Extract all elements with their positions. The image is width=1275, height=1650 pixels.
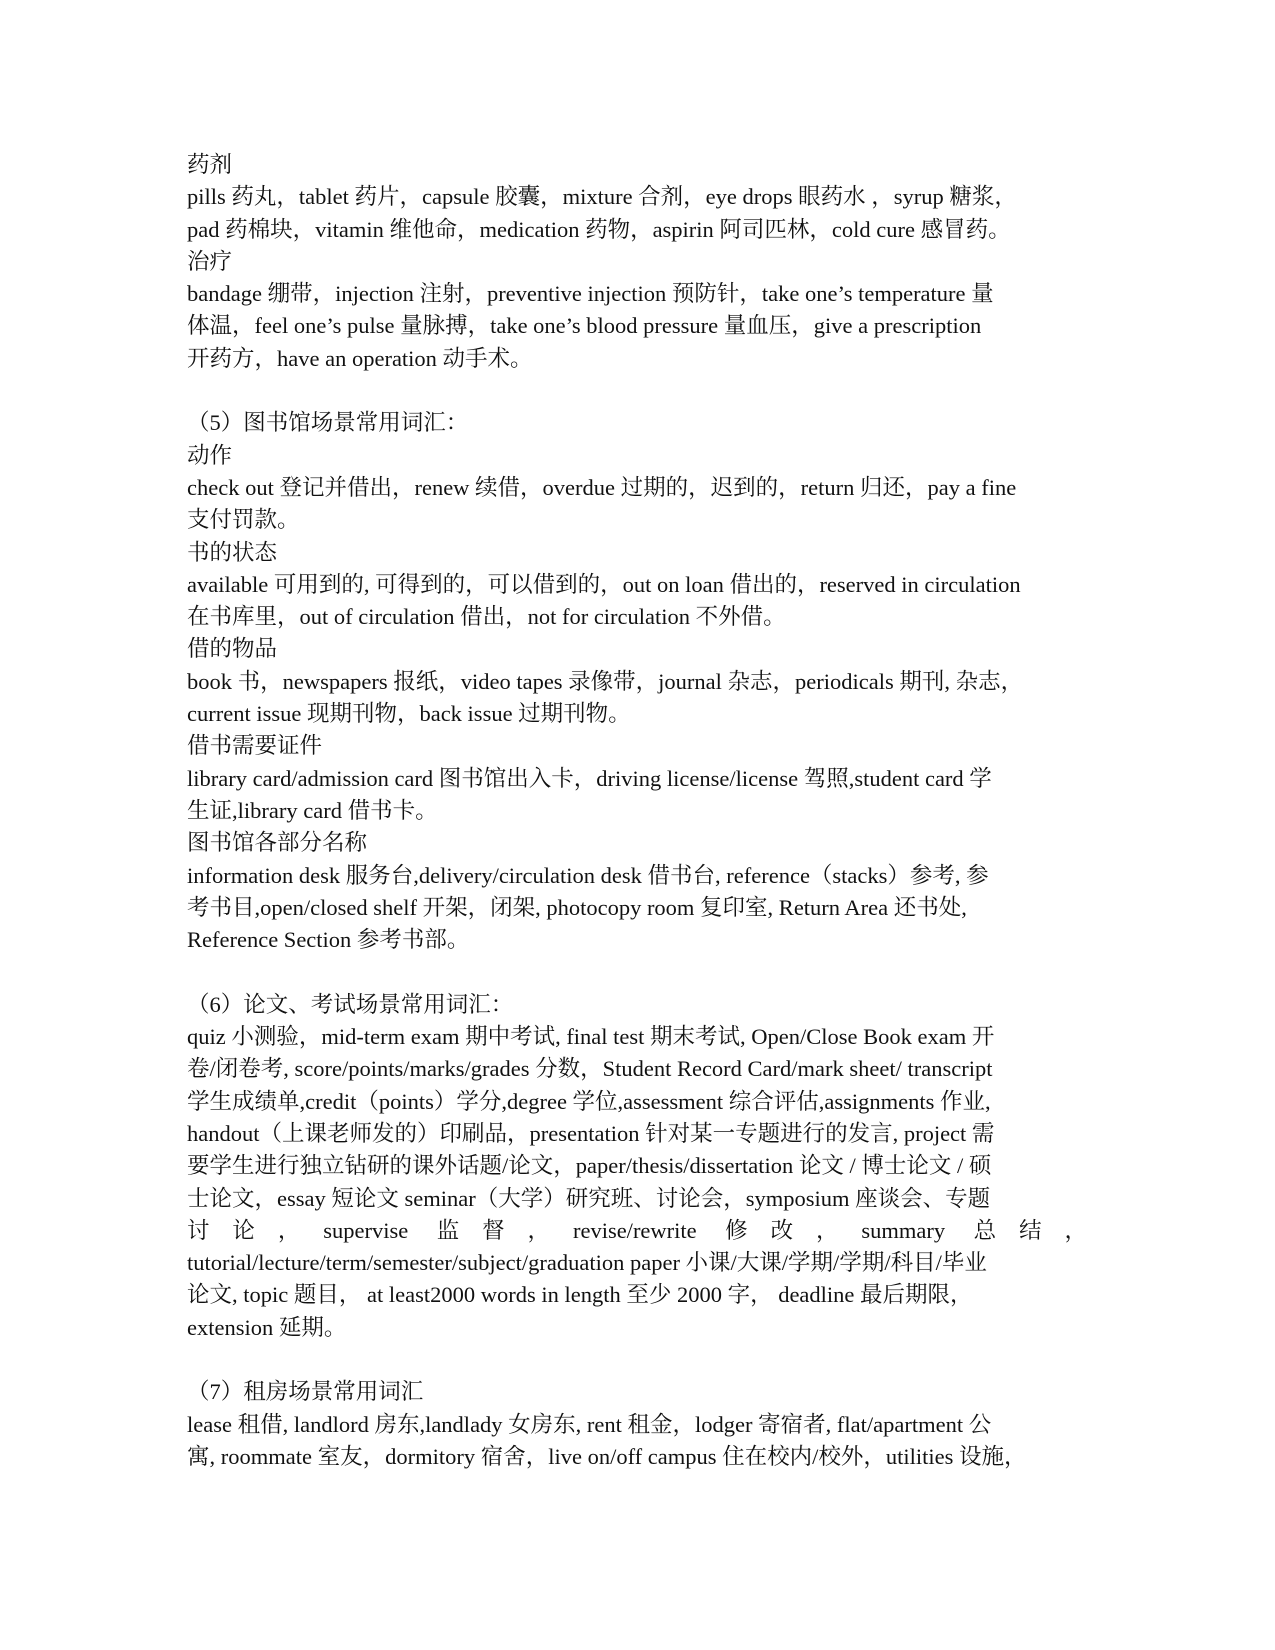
section-title-library: （5）图书馆场景常用词汇： — [187, 410, 469, 436]
text-line: information desk 服务台,delivery/circulation desk 借书台, reference（stacks）参考, 参 — [187, 862, 989, 888]
text-line: pad 药棉块，vitamin 维他命，medication 药物，aspirin 阿司匹林，cold cure 感冒药。 — [187, 216, 1011, 242]
text-line: 寓, roommate 室友，dormitory 宿舍，live on/off campus 住在校内/校外，utilities 设施， — [187, 1443, 1027, 1469]
text-line: library card/admission card 图书馆出入卡，driving license/license 驾照,student card 学 — [187, 765, 992, 791]
text-line: bandage 绷带，injection 注射，preventive injection 预防针，take one’s temperature 量 — [187, 281, 994, 307]
text-line: pills 药丸，tablet 药片，capsule 胶囊，mixture 合剂，eye drops 眼药水 ，syrup 糖浆， — [187, 184, 1017, 210]
text-line: current issue 现期刊物，back issue 过期刊物。 — [187, 701, 631, 727]
text-line: available 可用到的, 可得到的，可以借到的，out on loan 借出的，reserved in circulation — [187, 571, 1021, 597]
text-line: check out 登记并借出，renew 续借，overdue 过期的，迟到的，return 归还，pay a fine — [187, 474, 1017, 500]
section-heading-medicine: 药剂 — [187, 152, 233, 177]
text-line: 体温，feel one’s pulse 量脉搏，take one’s blood pressure 量血压，give a prescription — [187, 313, 982, 339]
subheading-items: 借的物品 — [187, 636, 278, 662]
paragraph-gap — [187, 1344, 1087, 1376]
text-line: 要学生进行独立钻研的课外话题/论文，paper/thesis/dissertation 论文 / 博士论文 / 硕 — [187, 1153, 992, 1179]
subheading-documents: 借书需要证件 — [187, 733, 323, 759]
text-line: lease 租借, landlord 房东,landlady 女房东, rent 租金，lodger 寄宿者, flat/apartment 公 — [187, 1411, 992, 1437]
text-line: quiz 小测验，mid-term exam 期中考试, final test 期末考试, Open/Close Book exam 开 — [187, 1024, 995, 1050]
paragraph-gap — [187, 956, 1087, 988]
subheading-book-status: 书的状态 — [187, 539, 278, 565]
text-line: 考书目,open/closed shelf 开架，闭架, photocopy room 复印室, Return Area 还书处, — [187, 894, 967, 920]
text-line: 支付罚款。 — [187, 507, 300, 533]
section-heading-treatment: 治疗 — [187, 248, 233, 274]
section-title-exam: （6）论文、考试场景常用词汇： — [187, 991, 514, 1017]
text-line: 卷/闭卷考, score/points/marks/grades 分数，Student Record Card/mark sheet/ transcript — [187, 1056, 993, 1082]
text-line: handout（上课老师发的）印刷品，presentation 针对某一专题进行的发言, project 需 — [187, 1120, 995, 1146]
text-line: 开药方，have an operation 动手术。 — [187, 345, 533, 371]
text-line-justified: 讨论，supervise 监督，revise/rewrite 修改，summary 总结， — [187, 1217, 1087, 1243]
document-body — [187, 149, 1087, 1473]
text-line: tutorial/lecture/term/semester/subject/graduation paper 小课/大课/学期/学期/科目/毕业 — [187, 1250, 987, 1276]
text-line: 士论文，essay 短论文 seminar（大学）研究班、讨论会，symposium 座谈会、专题 — [187, 1185, 991, 1211]
text-line: Reference Section 参考书部。 — [187, 927, 470, 953]
text-line: 学生成绩单,credit（points）学分,degree 学位,assessment 综合评估,assignments 作业, — [187, 1088, 991, 1114]
text-line: extension 延期。 — [187, 1314, 347, 1340]
text-line: 生证,library card 借书卡。 — [187, 797, 438, 823]
text-line: 论文, topic 题目， at least2000 words in length 至少 2000 字， deadline 最后期限， — [187, 1282, 973, 1308]
subheading-actions: 动作 — [187, 442, 233, 468]
text-line: 在书库里，out of circulation 借出，not for circulation 不外借。 — [187, 604, 786, 630]
section-title-renting: （7）租房场景常用词汇 — [187, 1379, 424, 1405]
paragraph-gap — [187, 375, 1087, 407]
text-line: book 书，newspapers 报纸，video tapes 录像带，journal 杂志，periodicals 期刊, 杂志， — [187, 668, 1024, 694]
subheading-departments: 图书馆各部分名称 — [187, 830, 368, 856]
